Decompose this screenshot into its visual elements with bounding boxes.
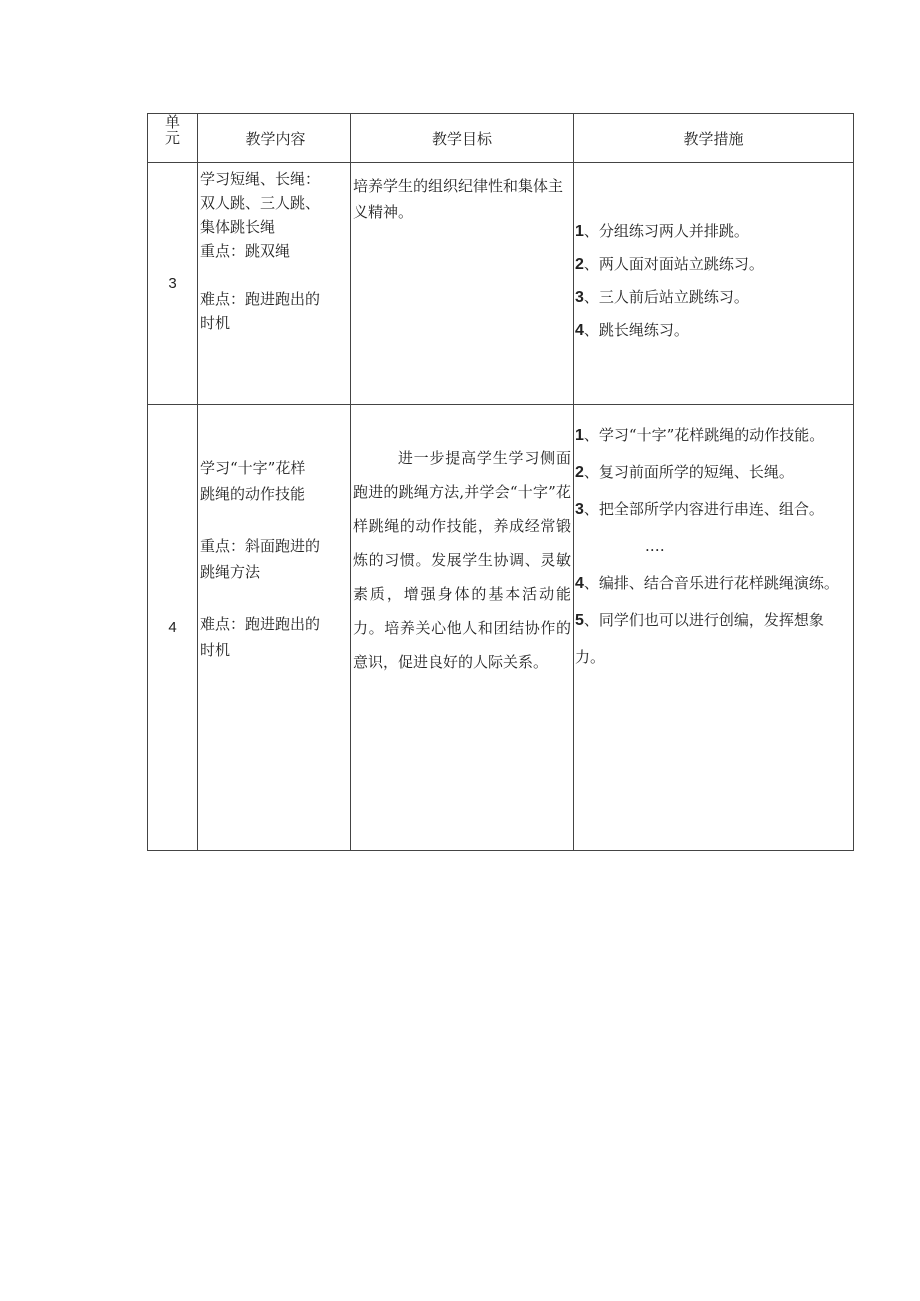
content-text: 学习短绳、长绳： 双人跳、三人跳、 集体跳长绳 重点：跳双绳 难点：跑进跑出的 时机 — [200, 170, 321, 332]
header-row — [148, 114, 854, 163]
table-row-unit-4 — [148, 405, 854, 851]
measure-text: 、分组练习两人并排跳。 — [583, 222, 749, 240]
measure-text: 、同学们也可以进行创编，发挥想象力。 — [575, 611, 824, 666]
table-row-unit-3 — [148, 163, 854, 405]
measure-item — [574, 602, 853, 676]
content-cell — [198, 405, 351, 851]
goal-text: 培养学生的组织纪律性和集体主义精神。 — [353, 177, 564, 221]
measure-item — [574, 281, 853, 314]
header-measure: 教学措施 — [574, 114, 854, 163]
teaching-plan-table — [147, 113, 854, 851]
measure-item — [574, 454, 853, 491]
measure-text: 、学习“十字”花样跳绳的动作技能。 — [583, 426, 825, 444]
measure-item — [574, 565, 853, 602]
unit-number: 3 — [148, 163, 198, 405]
header-unit — [148, 114, 198, 163]
content-text: 学习“十字”花样 跳绳的动作技能 重点：斜面跑进的 跳绳方法 难点：跑进跑出的 时机 — [200, 459, 321, 659]
header-unit-char-1: 单 — [164, 113, 180, 131]
content-cell — [198, 163, 351, 405]
measure-item — [574, 248, 853, 281]
goal-text: 进一步提高学生学习侧面跑进的跳绳方法,并学会“十字”花样跳绳的动作技能，养成经常锻炼的习惯。发展学生协调、灵敏素质，增强身体的基本活动能力。培养关心他人和团结协作的意识，促进良好的人际关系。 — [353, 449, 571, 671]
measure-text: 、三人前后站立跳练习。 — [583, 288, 749, 306]
measure-text: 、编排、结合音乐进行花样跳绳演练。 — [583, 574, 839, 592]
measure-number: 5 — [575, 612, 584, 629]
measure-item — [574, 314, 853, 347]
measure-cell — [574, 163, 854, 405]
measure-text: 、把全部所学内容进行串连、组合。 — [583, 500, 824, 518]
measure-number: 4 — [575, 322, 584, 339]
header-unit-char-2: 元 — [164, 129, 180, 147]
measure-item — [574, 491, 853, 565]
measure-number: 3 — [575, 501, 584, 518]
header-content: 教学内容 — [198, 114, 351, 163]
goal-paragraph — [351, 405, 573, 679]
measure-list — [574, 163, 853, 347]
unit-number: 4 — [148, 405, 198, 851]
goal-cell — [351, 163, 574, 405]
measure-text: 、跳长绳练习。 — [583, 321, 689, 339]
ellipsis-mark: .… — [645, 537, 665, 555]
goal-cell — [351, 405, 574, 851]
measure-number: 4 — [575, 575, 584, 592]
measure-item — [574, 215, 853, 248]
measure-text: 、复习前面所学的短绳、长绳。 — [583, 463, 794, 481]
header-goal: 教学目标 — [351, 114, 574, 163]
measure-cell — [574, 405, 854, 851]
measure-number: 1 — [575, 427, 584, 444]
measure-number: 1 — [575, 223, 584, 240]
measure-item — [574, 417, 853, 454]
measure-list — [574, 405, 853, 676]
measure-number: 2 — [575, 464, 584, 481]
measure-text: 、两人面对面站立跳练习。 — [583, 255, 764, 273]
measure-number: 2 — [575, 256, 584, 273]
measure-number: 3 — [575, 289, 584, 306]
